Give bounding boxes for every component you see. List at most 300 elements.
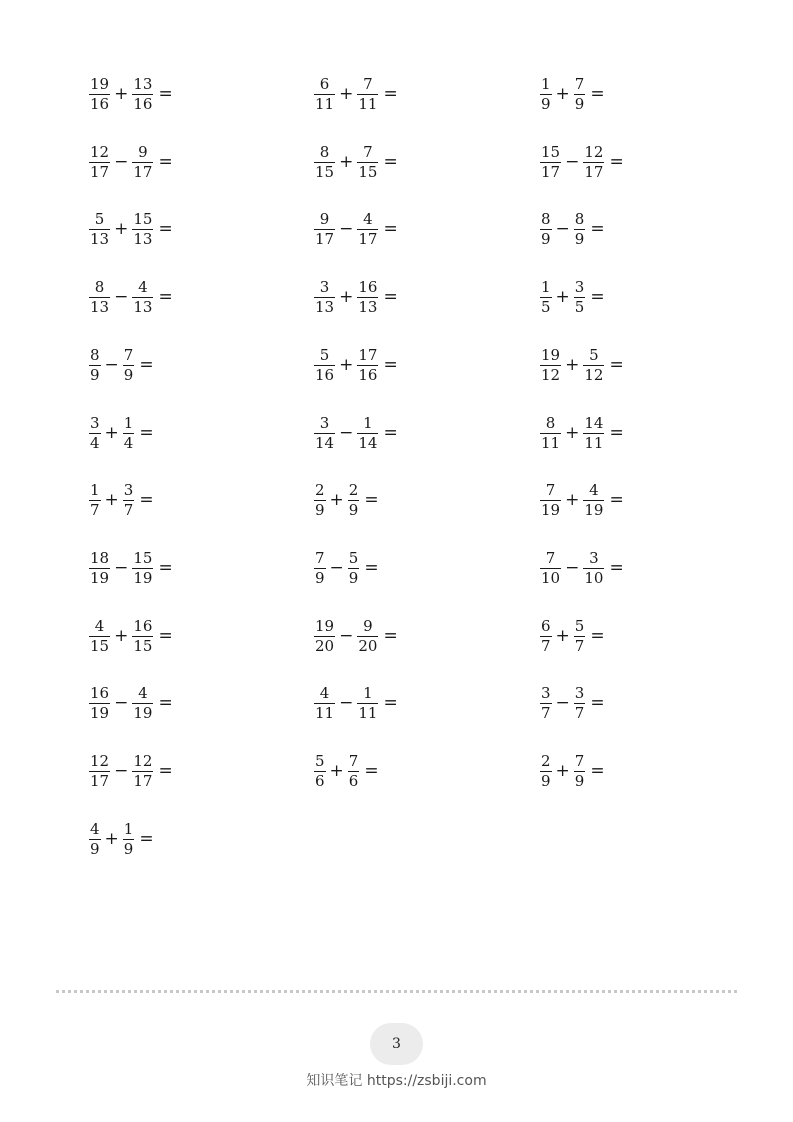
denominator: 9: [315, 568, 325, 587]
denominator: 15: [315, 162, 335, 181]
denominator: 9: [315, 500, 325, 519]
first-fraction: [89, 481, 101, 520]
fraction-problem: [314, 341, 398, 389]
second-fraction: [574, 617, 586, 656]
operator-sign: −: [339, 219, 354, 239]
first-fraction: [540, 481, 561, 520]
equals-sign: =: [383, 423, 398, 443]
equals-sign: =: [158, 152, 173, 172]
denominator: 13: [90, 229, 110, 248]
numerator: 4: [94, 616, 105, 635]
operator-sign: +: [555, 84, 570, 104]
denominator: 11: [315, 703, 335, 722]
numerator: 9: [138, 142, 148, 161]
page-number: 3: [392, 1036, 401, 1052]
denominator: 9: [123, 839, 134, 858]
numerator: 8: [574, 209, 585, 228]
equals-sign: =: [609, 355, 624, 375]
equals-sign: =: [609, 558, 624, 578]
operator-sign: −: [339, 423, 354, 443]
denominator: 9: [574, 771, 585, 790]
equals-sign: =: [609, 152, 624, 172]
denominator: 9: [123, 365, 134, 384]
denominator: 17: [133, 162, 153, 181]
second-fraction: [357, 617, 378, 656]
numerator: 5: [94, 209, 105, 228]
denominator: 7: [541, 636, 551, 655]
operator-sign: +: [565, 423, 580, 443]
numerator: 8: [545, 413, 556, 432]
numerator: 8: [319, 142, 330, 161]
first-fraction: [89, 617, 110, 656]
fraction-problem: [89, 544, 173, 592]
denominator: 11: [358, 94, 378, 113]
equals-sign: =: [158, 558, 173, 578]
fraction-problem: [314, 679, 398, 727]
denominator: 11: [541, 433, 561, 452]
equals-sign: =: [383, 355, 398, 375]
equals-sign: =: [158, 761, 173, 781]
numerator: 4: [138, 683, 148, 702]
first-fraction: [314, 684, 335, 723]
numerator: 3: [90, 413, 100, 432]
denominator: 16: [90, 94, 110, 113]
first-fraction: [314, 414, 335, 453]
operator-sign: +: [555, 761, 570, 781]
numerator: 3: [123, 480, 134, 499]
fraction-problem: [89, 138, 173, 186]
numerator: 19: [541, 345, 561, 364]
first-fraction: [540, 75, 552, 114]
denominator: 14: [315, 433, 335, 452]
first-fraction: [89, 684, 110, 723]
equals-sign: =: [139, 423, 154, 443]
numerator: 3: [589, 548, 599, 567]
denominator: 12: [541, 365, 561, 384]
numerator: 16: [133, 616, 153, 635]
equals-sign: =: [158, 219, 173, 239]
numerator: 19: [315, 616, 335, 635]
first-fraction: [540, 210, 552, 249]
numerator: 1: [123, 819, 134, 838]
first-fraction: [314, 143, 335, 182]
equals-sign: =: [383, 626, 398, 646]
first-fraction: [89, 278, 110, 317]
denominator: 6: [348, 771, 359, 790]
operator-sign: −: [104, 355, 119, 375]
operator-sign: −: [555, 693, 570, 713]
fraction-problem: [314, 544, 379, 592]
denominator: 7: [123, 500, 134, 519]
first-fraction: [89, 346, 101, 385]
first-fraction: [540, 346, 561, 385]
operator-sign: +: [114, 626, 129, 646]
first-fraction: [314, 752, 326, 791]
denominator: 13: [133, 229, 153, 248]
numerator: 4: [363, 209, 373, 228]
operator-sign: +: [339, 152, 354, 172]
fraction-problem: [89, 747, 173, 795]
denominator: 13: [315, 297, 335, 316]
operator-sign: −: [114, 287, 129, 307]
first-fraction: [314, 549, 326, 588]
fraction-problem: [89, 273, 173, 321]
numerator: 8: [94, 277, 105, 296]
numerator: 7: [363, 74, 373, 93]
second-fraction: [123, 820, 135, 859]
second-fraction: [123, 481, 135, 520]
numerator: 14: [584, 413, 604, 432]
numerator: 7: [574, 751, 585, 770]
first-fraction: [89, 210, 110, 249]
fraction-problem: [540, 476, 624, 524]
numerator: 5: [319, 345, 330, 364]
numerator: 4: [90, 819, 100, 838]
operator-sign: −: [114, 558, 129, 578]
operator-sign: +: [114, 219, 129, 239]
operator-sign: +: [104, 423, 119, 443]
denominator: 13: [358, 297, 378, 316]
operator-sign: −: [339, 693, 354, 713]
denominator: 9: [541, 771, 551, 790]
second-fraction: [348, 481, 360, 520]
numerator: 1: [363, 413, 373, 432]
denominator: 17: [133, 771, 153, 790]
first-fraction: [89, 414, 101, 453]
equals-sign: =: [364, 558, 379, 578]
second-fraction: [583, 414, 604, 453]
second-fraction: [583, 549, 604, 588]
second-fraction: [348, 549, 360, 588]
denominator: 11: [315, 94, 335, 113]
numerator: 12: [584, 142, 604, 161]
fraction-problem: [89, 815, 154, 863]
operator-sign: +: [555, 287, 570, 307]
denominator: 15: [133, 636, 153, 655]
denominator: 17: [584, 162, 604, 181]
first-fraction: [314, 75, 335, 114]
equals-sign: =: [139, 829, 154, 849]
numerator: 7: [348, 751, 359, 770]
numerator: 8: [90, 345, 100, 364]
fraction-problem: [314, 476, 379, 524]
second-fraction: [583, 481, 604, 520]
second-fraction: [574, 75, 586, 114]
second-fraction: [132, 549, 153, 588]
operator-sign: −: [114, 152, 129, 172]
operator-sign: −: [114, 761, 129, 781]
equals-sign: =: [383, 219, 398, 239]
equals-sign: =: [590, 84, 605, 104]
fraction-problem: [89, 476, 154, 524]
denominator: 15: [90, 636, 110, 655]
equals-sign: =: [364, 490, 379, 510]
denominator: 4: [123, 433, 134, 452]
denominator: 7: [541, 703, 551, 722]
denominator: 19: [541, 500, 561, 519]
fraction-problem: [540, 409, 624, 457]
first-fraction: [540, 278, 552, 317]
first-fraction: [89, 143, 110, 182]
denominator: 9: [574, 229, 585, 248]
numerator: 17: [358, 345, 378, 364]
numerator: 15: [541, 142, 561, 161]
numerator: 4: [319, 683, 330, 702]
page-number-badge: [370, 1023, 423, 1065]
denominator: 20: [315, 636, 335, 655]
denominator: 19: [584, 500, 604, 519]
numerator: 16: [90, 683, 110, 702]
numerator: 3: [574, 683, 585, 702]
second-fraction: [132, 278, 153, 317]
numerator: 5: [574, 616, 585, 635]
fraction-problem: [314, 70, 398, 118]
second-fraction: [574, 278, 586, 317]
operator-sign: +: [339, 287, 354, 307]
second-fraction: [357, 684, 378, 723]
denominator: 9: [348, 500, 359, 519]
denominator: 17: [358, 229, 378, 248]
denominator: 20: [358, 636, 378, 655]
operator-sign: +: [104, 829, 119, 849]
fraction-problem: [540, 612, 605, 660]
numerator: 7: [315, 548, 325, 567]
operator-sign: −: [329, 558, 344, 578]
denominator: 13: [90, 297, 110, 316]
denominator: 9: [541, 94, 551, 113]
fraction-problem: [89, 409, 154, 457]
fraction-problem: [540, 70, 605, 118]
operator-sign: +: [329, 761, 344, 781]
denominator: 16: [358, 365, 378, 384]
first-fraction: [89, 75, 110, 114]
second-fraction: [132, 752, 153, 791]
numerator: 18: [90, 548, 110, 567]
first-fraction: [314, 617, 335, 656]
second-fraction: [583, 346, 604, 385]
fraction-problem: [314, 138, 398, 186]
numerator: 6: [319, 74, 330, 93]
numerator: 15: [133, 209, 153, 228]
second-fraction: [132, 684, 153, 723]
denominator: 19: [90, 568, 110, 587]
denominator: 7: [574, 703, 585, 722]
denominator: 17: [90, 162, 110, 181]
numerator: 3: [319, 277, 330, 296]
numerator: 6: [541, 616, 551, 635]
numerator: 19: [90, 74, 110, 93]
fraction-problem: [540, 205, 605, 253]
second-fraction: [357, 75, 378, 114]
second-fraction: [123, 346, 135, 385]
second-fraction: [574, 210, 586, 249]
operator-sign: −: [339, 626, 354, 646]
equals-sign: =: [590, 761, 605, 781]
second-fraction: [123, 414, 135, 453]
equals-sign: =: [609, 423, 624, 443]
denominator: 17: [315, 229, 335, 248]
equals-sign: =: [364, 761, 379, 781]
second-fraction: [132, 617, 153, 656]
numerator: 9: [363, 616, 373, 635]
denominator: 9: [348, 568, 359, 587]
numerator: 13: [133, 74, 153, 93]
numerator: 1: [90, 480, 100, 499]
second-fraction: [132, 143, 153, 182]
equals-sign: =: [590, 219, 605, 239]
numerator: 7: [574, 74, 585, 93]
operator-sign: −: [565, 152, 580, 172]
denominator: 7: [574, 636, 585, 655]
denominator: 16: [315, 365, 335, 384]
numerator: 3: [574, 277, 585, 296]
second-fraction: [357, 414, 378, 453]
fraction-problem: [89, 341, 154, 389]
equals-sign: =: [139, 490, 154, 510]
numerator: 1: [123, 413, 134, 432]
numerator: 15: [133, 548, 153, 567]
operator-sign: +: [114, 84, 129, 104]
operator-sign: +: [565, 490, 580, 510]
numerator: 9: [319, 209, 330, 228]
first-fraction: [540, 617, 552, 656]
fraction-problem: [314, 409, 398, 457]
equals-sign: =: [158, 693, 173, 713]
operator-sign: −: [565, 558, 580, 578]
operator-sign: +: [104, 490, 119, 510]
equals-sign: =: [383, 693, 398, 713]
second-fraction: [357, 143, 378, 182]
fraction-problem: [89, 70, 173, 118]
operator-sign: −: [114, 693, 129, 713]
operator-sign: +: [565, 355, 580, 375]
denominator: 9: [541, 229, 551, 248]
fraction-problem: [314, 747, 379, 795]
equals-sign: =: [590, 287, 605, 307]
second-fraction: [357, 210, 378, 249]
numerator: 7: [545, 480, 556, 499]
denominator: 11: [358, 703, 378, 722]
equals-sign: =: [383, 152, 398, 172]
numerator: 7: [545, 548, 556, 567]
numerator: 5: [348, 548, 359, 567]
first-fraction: [314, 278, 335, 317]
numerator: 4: [138, 277, 148, 296]
numerator: 1: [541, 74, 551, 93]
denominator: 13: [133, 297, 153, 316]
first-fraction: [314, 210, 335, 249]
numerator: 5: [315, 751, 325, 770]
denominator: 7: [90, 500, 100, 519]
denominator: 14: [358, 433, 378, 452]
denominator: 5: [541, 297, 551, 316]
first-fraction: [89, 820, 101, 859]
denominator: 9: [90, 365, 100, 384]
denominator: 12: [584, 365, 604, 384]
numerator: 7: [123, 345, 134, 364]
equals-sign: =: [139, 355, 154, 375]
first-fraction: [89, 752, 110, 791]
fraction-problem: [89, 612, 173, 660]
first-fraction: [540, 143, 561, 182]
denominator: 19: [133, 703, 153, 722]
numerator: 3: [541, 683, 551, 702]
first-fraction: [540, 549, 561, 588]
first-fraction: [314, 346, 335, 385]
fraction-problem: [540, 138, 624, 186]
second-fraction: [357, 346, 378, 385]
numerator: 2: [541, 751, 551, 770]
denominator: 9: [574, 94, 585, 113]
equals-sign: =: [609, 490, 624, 510]
fraction-problem: [540, 679, 605, 727]
denominator: 10: [541, 568, 561, 587]
second-fraction: [348, 752, 360, 791]
operator-sign: +: [339, 355, 354, 375]
numerator: 12: [90, 751, 110, 770]
equals-sign: =: [158, 84, 173, 104]
equals-sign: =: [590, 693, 605, 713]
equals-sign: =: [158, 626, 173, 646]
second-fraction: [132, 210, 153, 249]
numerator: 4: [589, 480, 599, 499]
footer-site-text: 知识笔记 https://zsbiji.com: [306, 1073, 487, 1089]
fraction-problem: [540, 273, 605, 321]
fraction-problem: [314, 612, 398, 660]
fraction-problem: [89, 205, 173, 253]
denominator: 11: [584, 433, 604, 452]
fraction-problem: [540, 544, 624, 592]
equals-sign: =: [590, 626, 605, 646]
second-fraction: [357, 278, 378, 317]
denominator: 19: [133, 568, 153, 587]
numerator: 2: [348, 480, 359, 499]
operator-sign: +: [329, 490, 344, 510]
numerator: 3: [319, 413, 330, 432]
denominator: 17: [90, 771, 110, 790]
operator-sign: −: [555, 219, 570, 239]
second-fraction: [574, 684, 586, 723]
second-fraction: [583, 143, 604, 182]
numerator: 1: [541, 277, 551, 296]
numerator: 5: [589, 345, 599, 364]
denominator: 9: [90, 839, 100, 858]
equals-sign: =: [158, 287, 173, 307]
denominator: 4: [90, 433, 100, 452]
denominator: 6: [315, 771, 325, 790]
denominator: 19: [90, 703, 110, 722]
dotted-divider: [56, 990, 737, 993]
second-fraction: [132, 75, 153, 114]
operator-sign: +: [339, 84, 354, 104]
fraction-problem: [540, 341, 624, 389]
numerator: 12: [133, 751, 153, 770]
numerator: 2: [315, 480, 325, 499]
first-fraction: [540, 414, 561, 453]
first-fraction: [314, 481, 326, 520]
numerator: 7: [363, 142, 373, 161]
operator-sign: +: [555, 626, 570, 646]
denominator: 10: [584, 568, 604, 587]
second-fraction: [574, 752, 586, 791]
fraction-problem: [89, 679, 173, 727]
numerator: 12: [90, 142, 110, 161]
first-fraction: [540, 752, 552, 791]
first-fraction: [89, 549, 110, 588]
fraction-problem: [314, 205, 398, 253]
denominator: 16: [133, 94, 153, 113]
equals-sign: =: [383, 84, 398, 104]
